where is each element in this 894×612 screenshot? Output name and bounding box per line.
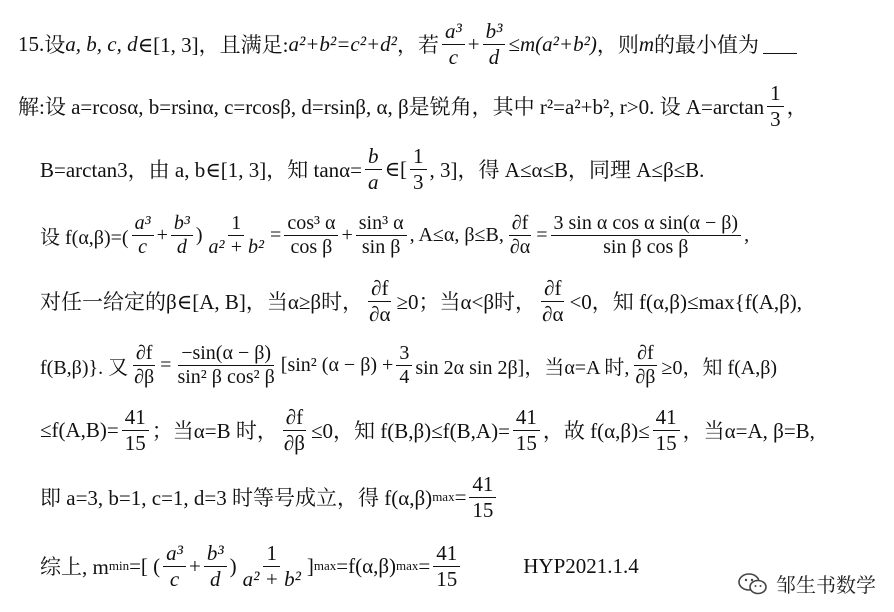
fraction: $\frac{1}{\text{a² + b²}}$ [242,541,301,591]
fraction: $\frac{41}{15}$ [122,405,149,454]
solution-line-5: f(B,β)}. 又 $\frac{\partial f}{\partial\beta}$ = $\frac{-\sin(\alpha - \beta)}{\text{sin² β cos² β}}$ [sin² (α − β) + $\frac{3}{4}$ sin 2α sin 2β]，当α=A 时, $\frac{\partial f}{\partial\beta}$ ≥0，知 f(A,β) [40,341,778,388]
solution-line-1: 解:设 a=rcosα, b=rsinα, c=rcosβ, d=rsinβ, α, β是锐角，其中 r²=a²+b², r>0. 设 A=arctan $\frac{1}{3}$ ， [18,81,808,131]
fraction: $\frac{\partial f}{\partial\beta}$ [283,405,305,455]
solution-line-4: 对任一给定的β∈[A, B]，当α≥β时， $\frac{\partial f}{\partial\alpha}$ ≥0；当α<β时， $\frac{\partial f}{\partial\alpha}$ <0，知 f(α,β)≤max{f(A,β), [40,276,803,326]
fraction: $\frac{\partial f}{\partial\beta}$ [134,341,155,388]
watermark [738,569,876,598]
fraction: $\frac{1}{\text{a² + b²}}$ [208,211,265,258]
fraction: $\frac{b}{a}$ [365,144,382,193]
fraction: $\frac{-\sin(\alpha - \beta)}{\text{sin² β cos² β}}$ [177,341,275,388]
answer-blank [763,35,797,54]
fraction: $\frac{\partial f}{\partial\beta}$ [635,341,656,388]
fraction: $\frac{\text{a³}}{c}$ [442,19,465,68]
solution-line-8: 综上, m min =[ ( $\frac{\text{a³}}{c}$ + $\frac{\text{b³}}{d}$ ) $\frac{1}{\text{a² + b²}}$ ] max =f(α,β) max = $\frac{41}{15}$ HYP2021.1.4 [40,541,639,591]
fraction: $\frac{\text{b³}}{d}$ [171,212,193,259]
fraction: $\frac{\text{a³}}{c}$ [132,212,154,259]
fraction: $\frac{1}{3}$ [767,81,784,130]
fraction: $\frac{\text{3 sin α cos α sin(α − β)}}{\text{sin β cos β}}$ [551,212,742,259]
solution-line-7: 即 a=3, b=1, c=1, d=3 时等号成立，得 f(α,β) max = $\frac{41}{15}$ [40,468,499,526]
problem-statement: 15. 设 a, b, c, d ∈[1, 3]，且满足: a²+b²=c²+d² ，若 $\frac{\text{a³}}{c}$ + $\frac{\text{b³}}{d}$ ≤ m(a²+b²) ，则 m 的最小值为 [18,12,797,76]
fraction: $\frac{\text{cos³ α}}{\text{cos β}}$ [284,212,338,259]
fraction: $\frac{\text{b³}}{d}$ [204,541,227,590]
watermark-text: 邹生书数学 [776,573,876,597]
wechat-icon [738,572,768,596]
solution-line-3: 设 f(α,β)=( $\frac{\text{a³}}{c}$ + $\frac{\text{b³}}{d}$ ) $\frac{1}{\text{a² + b²}}$ = $\frac{\text{cos³ α}}{\text{cos β}}$ + $\frac{\text{sin³ α}}{\text{sin β}}$ , A≤α, β≤B, $\frac{\partial f}{\partial\alpha}$ = $\frac{\text{3 sin α cos α sin(α − β)}}{\text{sin β cos β}}$ , [40,211,750,258]
fraction: $\frac{\partial f}{\partial\alpha}$ [509,211,531,258]
fraction: $\frac{41}{15}$ [433,541,460,590]
fraction: $\frac{\text{b³}}{d}$ [483,19,506,68]
fraction: $\frac{\text{sin³ α}}{\text{sin β}}$ [356,212,407,259]
fraction: $\frac{\text{a³}}{c}$ [163,541,186,590]
solution-line-6: ≤f(A,B)= $\frac{41}{15}$ ；当α=B 时， $\frac{\partial f}{\partial\beta}$ ≤0，知 f(B,β)≤f(B,A)= $\frac{41}{15}$ ，故 f(α,β)≤ $\frac{41}{15}$ ，当α=A, β=B, [40,405,815,455]
fraction: $\frac{\partial f}{\partial\alpha}$ [369,276,391,326]
solution-line-2: B=arctan3，由 a, b∈[1, 3]，知 tanα= $\frac{b}{a}$ ∈[ $\frac{1}{3}$ , 3]，得 A≤α≤B，同理 A≤β≤B. [40,144,705,194]
fraction: $\frac{41}{15}$ [469,472,496,521]
problem-number: 15. [18,31,45,56]
fraction: $\frac{\partial f}{\partial\alpha}$ [542,276,564,326]
fraction: $\frac{41}{15}$ [653,405,680,454]
fraction: $\frac{1}{3}$ [410,144,427,193]
fraction: $\frac{3}{4}$ [396,342,412,389]
fraction: $\frac{41}{15}$ [513,405,540,454]
signature: HYP2021.1.4 [523,553,639,578]
